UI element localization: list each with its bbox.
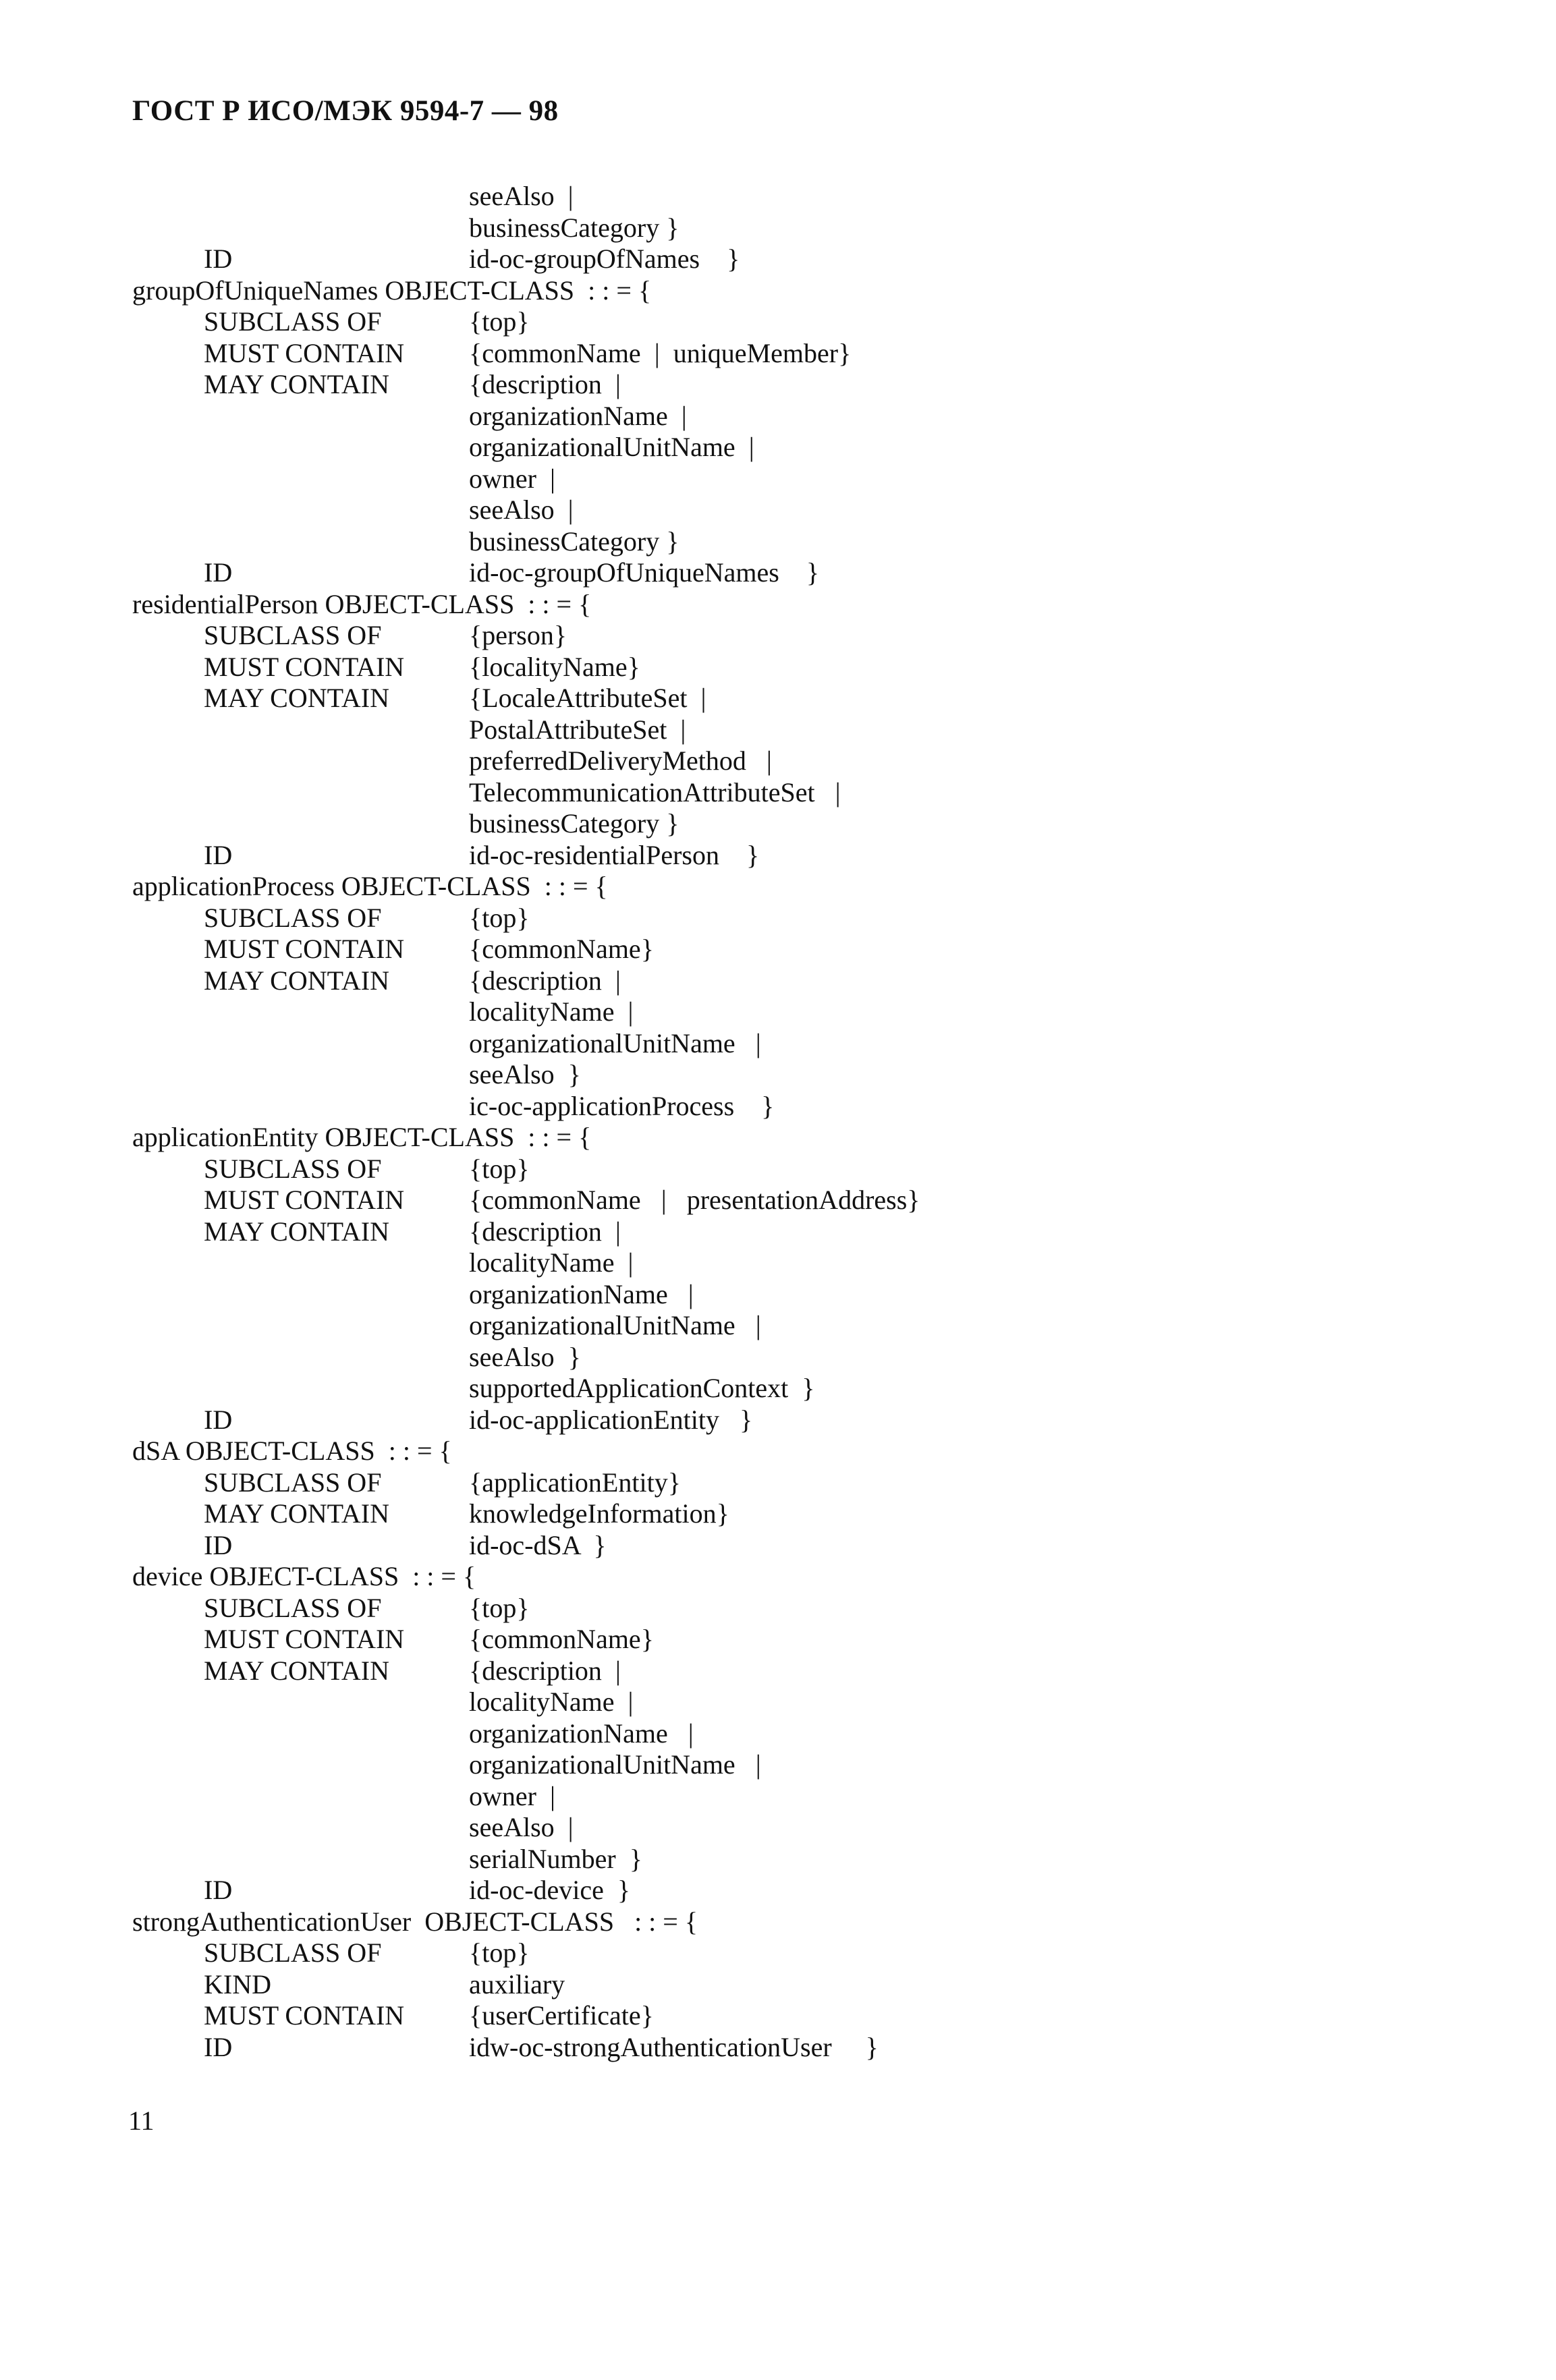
- definition-keyword: ID: [204, 2031, 233, 2062]
- definition-continuation: seeAlso }: [469, 1059, 581, 1089]
- definition-keyword: MUST CONTAIN: [204, 2000, 405, 2031]
- definition-value: id-oc-groupOfNames }: [469, 244, 740, 274]
- definition-keyword: MAY CONTAIN: [204, 1655, 389, 1686]
- object-class-header: strongAuthenticationUser OBJECT-CLASS : : = {: [132, 1906, 698, 1937]
- definition-value: {localityName}: [469, 651, 640, 682]
- definition-continuation: supportedApplicationContext }: [469, 1373, 815, 1403]
- definition-keyword: ID: [204, 1529, 233, 1560]
- definition-value: {commonName}: [469, 1624, 654, 1654]
- object-class-header: applicationProcess OBJECT-CLASS : : = {: [132, 871, 608, 901]
- definition-continuation: businessCategory }: [469, 212, 679, 243]
- definition-value: {userCertificate}: [469, 2000, 654, 2031]
- definition-keyword: SUBCLASS OF: [204, 306, 382, 337]
- definition-value: {commonName | presentationAddress}: [469, 1185, 920, 1215]
- definition-value: {top}: [469, 306, 530, 337]
- definition-continuation: owner |: [469, 463, 555, 494]
- definition-continuation: organizationalUnitName |: [469, 1027, 761, 1058]
- page-header: ГОСТ Р ИСО/МЭК 9594-7 — 98: [132, 95, 559, 127]
- definition-keyword: MAY CONTAIN: [204, 369, 389, 399]
- definition-keyword: ID: [204, 557, 233, 588]
- definition-continuation: seeAlso |: [469, 181, 574, 211]
- definition-value: {commonName | uniqueMember}: [469, 337, 852, 368]
- definition-value: {commonName}: [469, 934, 654, 964]
- definition-value: {top}: [469, 1153, 530, 1184]
- definition-value: {top}: [469, 902, 530, 933]
- definition-keyword: ID: [204, 244, 233, 274]
- definition-value: id-oc-device }: [469, 1875, 631, 1905]
- definition-continuation: seeAlso |: [469, 1812, 574, 1842]
- object-class-header: residentialPerson OBJECT-CLASS : : = {: [132, 588, 592, 619]
- definition-value: {top}: [469, 1937, 530, 1968]
- definition-value: idw-oc-strongAuthenticationUser }: [469, 2031, 879, 2062]
- definition-keyword: MUST CONTAIN: [204, 1624, 405, 1654]
- definition-continuation: localityName |: [469, 996, 634, 1027]
- definition-keyword: ID: [204, 1404, 233, 1435]
- object-class-header: device OBJECT-CLASS : : = {: [132, 1561, 476, 1591]
- definition-keyword: SUBCLASS OF: [204, 1467, 382, 1498]
- definition-continuation: owner |: [469, 1780, 555, 1811]
- definition-continuation: serialNumber }: [469, 1843, 642, 1874]
- definition-keyword: MUST CONTAIN: [204, 934, 405, 964]
- definition-continuation: organizationalUnitName |: [469, 1749, 761, 1780]
- definition-value: id-oc-dSA }: [469, 1529, 607, 1560]
- definition-continuation: organizationName |: [469, 1278, 694, 1309]
- object-class-header: dSA OBJECT-CLASS : : = {: [132, 1436, 452, 1466]
- definition-keyword: SUBCLASS OF: [204, 902, 382, 933]
- definition-value: {description |: [469, 1655, 621, 1686]
- definition-continuation: organizationName |: [469, 400, 687, 431]
- definition-value: {top}: [469, 1592, 530, 1623]
- object-class-header: applicationEntity OBJECT-CLASS : : = {: [132, 1122, 592, 1152]
- definition-keyword: SUBCLASS OF: [204, 1937, 382, 1968]
- definition-keyword: SUBCLASS OF: [204, 1153, 382, 1184]
- definition-continuation: preferredDeliveryMethod |: [469, 745, 772, 776]
- definition-keyword: SUBCLASS OF: [204, 1592, 382, 1623]
- definition-keyword: MAY CONTAIN: [204, 1498, 389, 1529]
- definition-value: {description |: [469, 965, 621, 996]
- definition-value: {LocaleAttributeSet |: [469, 683, 706, 713]
- definition-keyword: MAY CONTAIN: [204, 965, 389, 996]
- definition-value: auxiliary: [469, 1968, 565, 2000]
- definition-value: {description |: [469, 369, 621, 399]
- definition-continuation: PostalAttributeSet |: [469, 714, 686, 745]
- definition-keyword: KIND: [204, 1968, 271, 2000]
- definition-value: id-oc-groupOfUniqueNames }: [469, 557, 820, 588]
- definition-continuation: businessCategory }: [469, 808, 679, 839]
- definition-keyword: ID: [204, 1875, 233, 1905]
- definition-value: {person}: [469, 620, 567, 650]
- definition-continuation: ic-oc-applicationProcess }: [469, 1090, 775, 1121]
- definition-continuation: organizationalUnitName |: [469, 1310, 761, 1340]
- definition-continuation: TelecommunicationAttributeSet |: [469, 776, 841, 808]
- definition-value: {description |: [469, 1216, 621, 1247]
- definition-continuation: seeAlso }: [469, 1341, 581, 1372]
- definition-keyword: ID: [204, 839, 233, 870]
- definition-keyword: MAY CONTAIN: [204, 1216, 389, 1247]
- definition-continuation: organizationalUnitName |: [469, 432, 754, 462]
- definition-continuation: localityName |: [469, 1247, 634, 1278]
- definition-keyword: MUST CONTAIN: [204, 651, 405, 682]
- definition-keyword: MUST CONTAIN: [204, 337, 405, 368]
- definition-value: knowledgeInformation}: [469, 1498, 729, 1529]
- definition-value: id-oc-applicationEntity }: [469, 1404, 753, 1435]
- definition-keyword: MAY CONTAIN: [204, 683, 389, 713]
- page-number: 11: [128, 2105, 155, 2136]
- definition-continuation: seeAlso |: [469, 494, 574, 525]
- definition-continuation: businessCategory }: [469, 526, 679, 557]
- definition-value: {applicationEntity}: [469, 1467, 681, 1498]
- definition-value: id-oc-residentialPerson }: [469, 839, 760, 870]
- object-class-header: groupOfUniqueNames OBJECT-CLASS : : = {: [132, 275, 652, 306]
- definition-continuation: organizationName |: [469, 1718, 694, 1749]
- definition-keyword: SUBCLASS OF: [204, 620, 382, 650]
- definition-continuation: localityName |: [469, 1687, 634, 1717]
- definition-keyword: MUST CONTAIN: [204, 1185, 405, 1215]
